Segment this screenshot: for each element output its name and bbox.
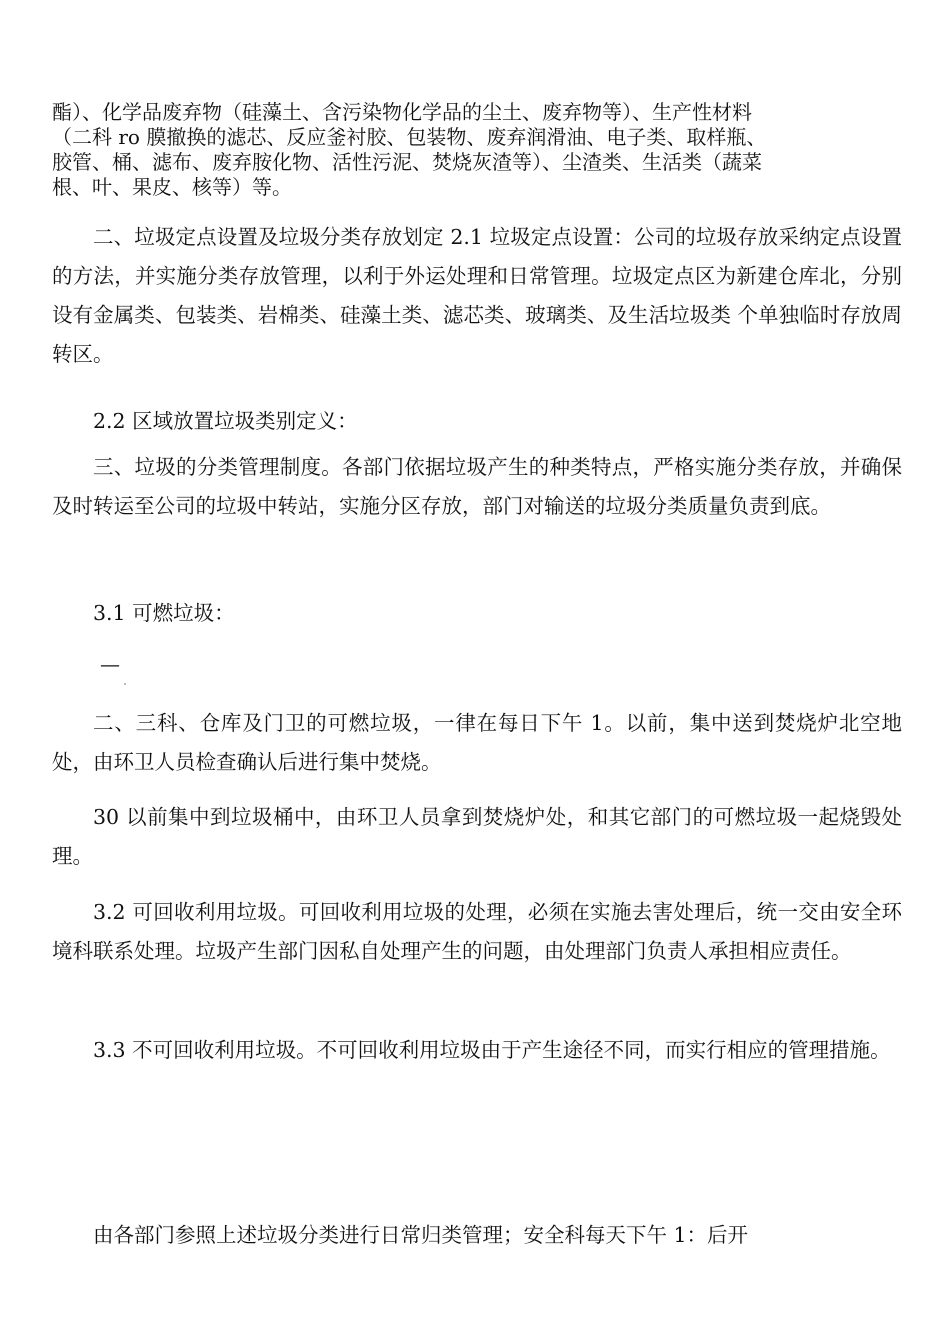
- section-2-paragraph: 二、垃圾定点设置及垃圾分类存放划定 2.1 垃圾定点设置：公司的垃圾存放采纳定点设置的方法，并实施分类存放管理，以利于外运处理和日常管理。垃圾定点区为新建仓库北，分别设有金属类、包装类、岩棉类、硅藻土类、滤芯类、玻璃类、及生活垃圾类 个单独临时存放周转区。: [52, 225, 902, 366]
- text-line: 胶管、桶、滤布、废弃胺化物、活性污泥、焚烧灰渣等）、尘渣类、生活类（蔬菜: [52, 150, 762, 174]
- dash-mark: —: [100, 652, 120, 676]
- stray-dot: [124, 683, 126, 685]
- continued-list-text: [52, 100, 902, 200]
- section-2-2-heading: 2.2 区域放置垃圾类别定义：: [93, 409, 358, 433]
- text-line: （二科 ro 膜撤换的滤芯、反应釜衬胶、包装物、废弃润滑油、电子类、取样瓶、: [52, 125, 767, 149]
- section-3-1-heading: 3.1 可燃垃圾：: [93, 601, 235, 625]
- daily-management-paragraph: 由各部门参照上述垃圾分类进行日常归类管理；安全科每天下午 1：后开: [93, 1223, 749, 1247]
- text-line: 根、叶、果皮、核等）等。: [52, 175, 292, 199]
- combustible-paragraph: 二、三科、仓库及门卫的可燃垃圾，一律在每日下午 1。以前，集中送到焚烧炉北空地处，由环卫人员检查确认后进行集中焚烧。: [52, 711, 902, 774]
- section-3-paragraph: 三、垃圾的分类管理制度。各部门依据垃圾产生的种类特点，严格实施分类存放，并确保及时转运至公司的垃圾中转站，实施分区存放，部门对输送的垃圾分类质量负责到底。: [52, 455, 902, 518]
- text-line: 酯）、化学品废弃物（硅藻土、含污染物化学品的尘土、废弃物等）、生产性材料: [52, 100, 752, 124]
- combustible-continued-paragraph: 30 以前集中到垃圾桶中，由环卫人员拿到焚烧炉处，和其它部门的可燃垃圾一起烧毁处理。: [52, 805, 902, 868]
- section-3-3-paragraph: 3.3 不可回收利用垃圾。不可回收利用垃圾由于产生途径不同，而实行相应的管理措施。: [93, 1038, 891, 1062]
- section-3-2-paragraph: 3.2 可回收利用垃圾。可回收利用垃圾的处理，必须在实施去害处理后，统一交由安全环境科联系处理。垃圾产生部门因私自处理产生的问题，由处理部门负责人承担相应责任。: [52, 900, 902, 963]
